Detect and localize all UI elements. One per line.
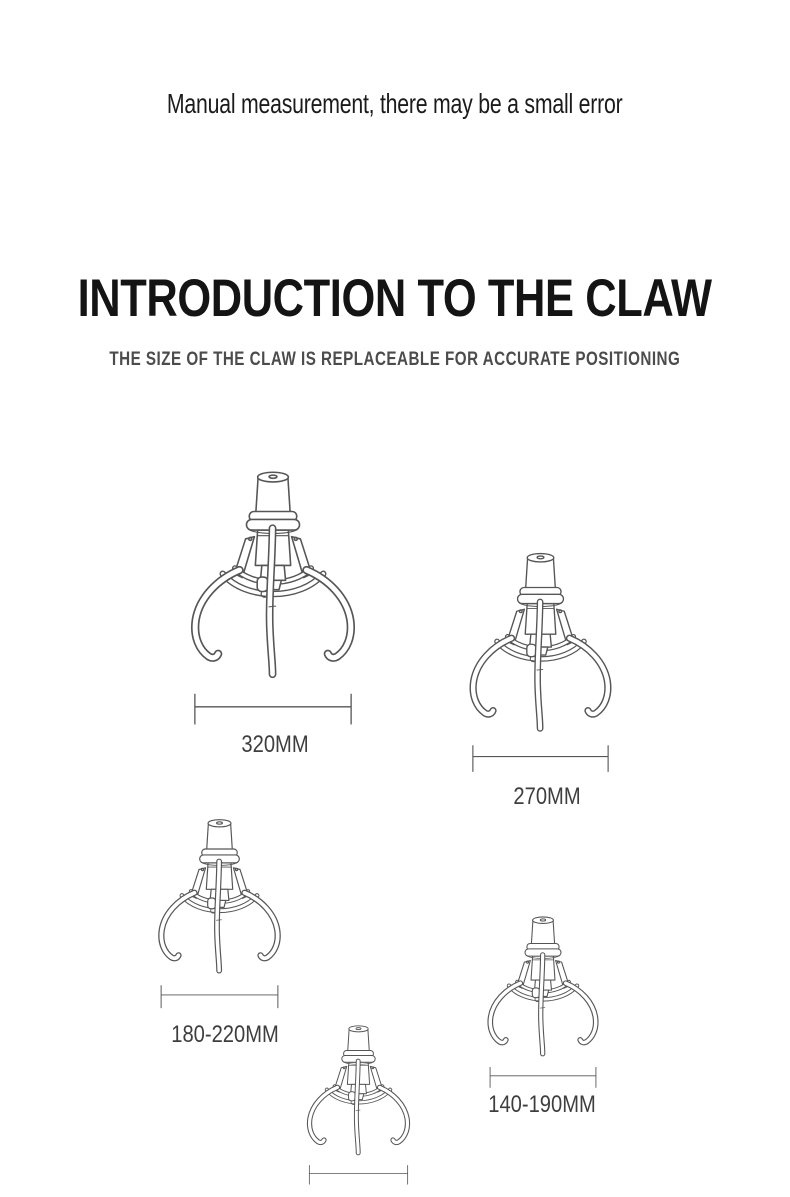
page-subtitle xyxy=(0,349,790,371)
claw-size-label-320mm: 320MM xyxy=(241,731,309,758)
claw-illustration-140-190mm xyxy=(480,912,606,1101)
claw-size-label-140-190mm: 140-190MM xyxy=(488,1091,596,1118)
claw-size-label-180-220mm: 180-220MM xyxy=(171,1021,279,1048)
page-title xyxy=(0,268,790,329)
claw-size-label-270mm: 270MM xyxy=(513,783,581,810)
claw-illustration-320mm xyxy=(180,465,366,744)
claw-illustration-270mm xyxy=(460,547,621,789)
page-subtitle-text: THE SIZE OF THE CLAW IS REPLACEABLE FOR ACCURATE POSITIONING xyxy=(109,349,681,370)
measurement-disclaimer xyxy=(0,88,790,120)
measurement-disclaimer-text: Manual measurement, there may be a small error xyxy=(167,88,623,119)
page-title-text: INTRODUCTION TO THE CLAW xyxy=(78,269,712,328)
claw-illustration-180-220mm xyxy=(150,814,289,1023)
